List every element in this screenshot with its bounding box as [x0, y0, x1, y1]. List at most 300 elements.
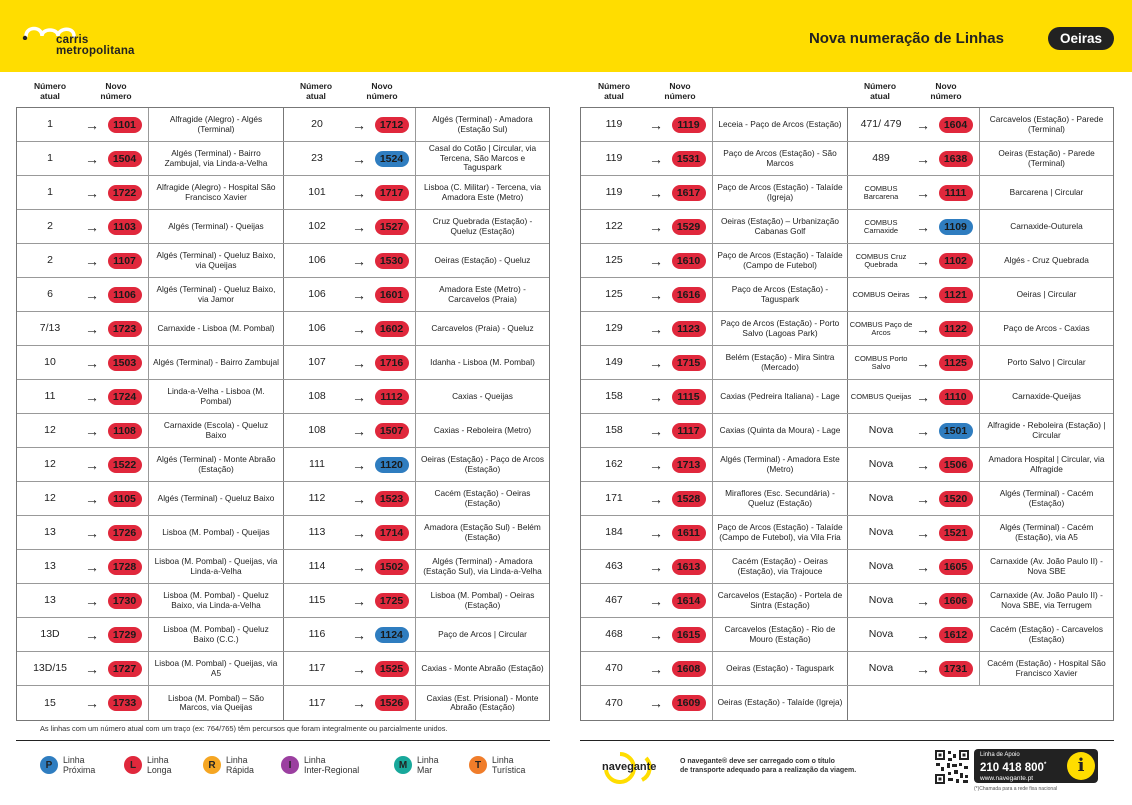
- route-description: Caxias (Quinta da Moura) - Lage: [713, 414, 848, 447]
- route-description: Algés (Terminal) - Monte Abraão (Estação): [149, 448, 284, 481]
- table-row: [581, 482, 1113, 516]
- new-line-badge[interactable]: 1520: [939, 491, 973, 507]
- table-row: [17, 210, 549, 244]
- new-line-badge[interactable]: 1601: [375, 287, 409, 303]
- new-line-badge[interactable]: 1729: [108, 627, 142, 643]
- new-line-badge[interactable]: 1716: [375, 355, 409, 371]
- new-line-badge[interactable]: 1524: [375, 151, 409, 167]
- arrow-right-icon: →: [916, 490, 930, 507]
- route-description: Lisboa (M. Pombal) - Queluz Baixo (C.C.): [149, 618, 284, 651]
- new-line-cell: [101, 618, 149, 651]
- new-line-badge[interactable]: 1605: [939, 559, 973, 575]
- new-line-cell: [932, 278, 980, 311]
- arrow-right-icon: →: [649, 660, 663, 677]
- new-line-cell: [101, 516, 149, 549]
- navegante-logo-text: navegante: [602, 761, 657, 773]
- table-row: [581, 142, 1113, 176]
- arrow-right-icon: →: [916, 456, 930, 473]
- arrow-right-icon: →: [85, 320, 99, 337]
- new-line-cell: [101, 652, 149, 685]
- legend-item: [203, 755, 254, 775]
- route-description: Cacém (Estação) - Carcavelos (Estação): [990, 624, 1103, 644]
- new-line-badge[interactable]: 1106: [108, 287, 142, 303]
- arrow-right-icon: →: [85, 354, 99, 371]
- new-line-cell: [665, 210, 713, 243]
- new-line-cell: [368, 448, 416, 481]
- current-line-number: COMBUS Cruz Quebrada: [855, 251, 907, 269]
- new-line-badge[interactable]: 1610: [672, 253, 706, 269]
- new-line-badge[interactable]: 1109: [939, 219, 973, 235]
- arrow-right-icon: →: [649, 218, 663, 235]
- legend-item: [394, 755, 439, 775]
- new-line-badge[interactable]: 1638: [939, 151, 973, 167]
- current-line-number: Nova: [868, 526, 894, 538]
- arrow-right-icon: →: [649, 490, 663, 507]
- new-line-badge[interactable]: 1108: [108, 423, 142, 439]
- region-badge: Oeiras: [1048, 27, 1114, 50]
- new-line-badge[interactable]: 1728: [108, 559, 142, 575]
- current-line-number: 15: [44, 696, 56, 709]
- empty-cell: [980, 686, 1113, 720]
- new-line-cell: [368, 584, 416, 617]
- current-line-number: 162: [605, 458, 623, 470]
- new-line-badge[interactable]: 1602: [375, 321, 409, 337]
- route-description: Amadora Este (Metro) - Carcavelos (Praia): [439, 284, 526, 304]
- arrow-right-icon: →: [352, 218, 366, 235]
- new-line-badge[interactable]: 1526: [375, 695, 409, 711]
- current-line-number: 108: [308, 424, 326, 436]
- new-line-cell: [665, 686, 713, 720]
- route-description: Caxias (Est. Prisional) - Monte Abraão (Estação): [426, 692, 539, 712]
- new-line-badge[interactable]: 1107: [108, 253, 142, 269]
- table-row: [17, 380, 549, 414]
- new-line-cell: [368, 482, 416, 515]
- arrow-right-icon: →: [649, 184, 663, 201]
- route-description: Algés (Terminal) - Bairro Zambujal: [149, 346, 284, 379]
- new-line-badge[interactable]: 1615: [672, 627, 706, 643]
- navegante-note-line-1: O navegante® deve ser carregado com o título: [680, 758, 835, 765]
- new-line-badge[interactable]: 1612: [939, 627, 973, 643]
- current-line-number: 112: [308, 492, 326, 504]
- new-line-cell: [368, 618, 416, 651]
- route-description: Oeiras (Estação) - Paço de Arcos (Estação): [420, 454, 545, 474]
- arrow-right-icon: →: [352, 388, 366, 405]
- table-row: [581, 312, 1113, 346]
- new-line-cell: [932, 584, 980, 617]
- column-header-new: Novo número: [366, 81, 398, 101]
- route-description: Oeiras (Estação) – Urbanização Cabanas Golf: [713, 210, 848, 243]
- route-description: Caxias - Monte Abraão (Estação): [421, 662, 544, 673]
- current-line-number: COMBUS Queijas: [850, 391, 912, 401]
- table-row: [17, 244, 549, 278]
- table-row: [17, 482, 549, 516]
- column-header-current: Número atual: [863, 81, 897, 101]
- new-line-badge[interactable]: 1726: [108, 525, 142, 541]
- route-description: Algés (Terminal) - Amadora Este (Metro): [713, 448, 848, 481]
- new-line-badge[interactable]: 1717: [375, 185, 409, 201]
- new-line-cell: [665, 414, 713, 447]
- new-line-badge[interactable]: 1103: [108, 219, 142, 235]
- new-line-badge[interactable]: 1504: [108, 151, 142, 167]
- route-description: Carnaxide (Escola) - Queluz Baixo: [149, 414, 284, 447]
- arrow-right-icon: →: [916, 592, 930, 609]
- table-row: [581, 380, 1113, 414]
- legend-item: [281, 755, 359, 775]
- navegante-logo[interactable]: [598, 750, 668, 784]
- new-line-badge[interactable]: 1723: [108, 321, 142, 337]
- route-description: Lisboa (M. Pombal) - Queijas, via A5: [149, 652, 284, 685]
- table-row: [17, 278, 549, 312]
- route-description: Algés (Terminal) - Cacém (Estação): [999, 488, 1094, 508]
- route-description: Oeiras (Estação) - Taguspark: [713, 652, 848, 685]
- current-line-number: 13D: [40, 628, 60, 640]
- arrow-right-icon: →: [352, 660, 366, 677]
- current-line-number: 6: [47, 288, 53, 300]
- new-line-badge[interactable]: 1713: [672, 457, 706, 473]
- divider: [16, 740, 550, 741]
- new-line-badge[interactable]: 1502: [375, 559, 409, 575]
- new-line-badge[interactable]: 1611: [672, 525, 706, 541]
- arrow-right-icon: →: [916, 150, 930, 167]
- arrow-right-icon: →: [85, 490, 99, 507]
- route-description: Lisboa (C. Militar) - Tercena, via Amadora Este (Metro): [424, 182, 541, 202]
- new-line-cell: [932, 618, 980, 651]
- current-line-number: 129: [605, 322, 623, 334]
- legend-label-line-1: Linha: [417, 755, 439, 765]
- arrow-right-icon: →: [85, 422, 99, 439]
- arrow-right-icon: →: [352, 320, 366, 337]
- arrow-right-icon: →: [352, 490, 366, 507]
- table-row: [581, 414, 1113, 448]
- new-line-cell: [665, 516, 713, 549]
- new-line-badge[interactable]: 1110: [939, 389, 973, 405]
- legend-label-line-2: Próxima: [63, 765, 96, 775]
- current-line-number: 117: [308, 662, 326, 674]
- new-line-cell: [101, 550, 149, 583]
- logo-text: [56, 35, 135, 57]
- new-line-badge[interactable]: 1124: [375, 627, 409, 643]
- new-line-badge[interactable]: 1614: [672, 593, 706, 609]
- current-line-number: 23: [311, 152, 323, 164]
- legend-item: [469, 755, 525, 775]
- current-line-number: 13: [44, 526, 56, 538]
- new-line-badge[interactable]: 1531: [672, 151, 706, 167]
- route-description: Lisboa (M. Pombal) - Queijas, via Linda-a-Velha: [149, 550, 284, 583]
- line-type-icon: L: [124, 756, 142, 774]
- current-line-number: 106: [308, 322, 326, 334]
- new-line-cell: [932, 210, 980, 243]
- new-line-badge[interactable]: 1523: [375, 491, 409, 507]
- new-line-cell: [932, 380, 980, 413]
- new-line-badge[interactable]: 1604: [939, 117, 973, 133]
- arrow-right-icon: →: [85, 524, 99, 541]
- new-line-cell: [101, 142, 149, 175]
- new-line-cell: [101, 176, 149, 209]
- new-line-badge[interactable]: 1111: [939, 185, 973, 201]
- line-type-icon: I: [281, 756, 299, 774]
- arrow-right-icon: →: [649, 320, 663, 337]
- current-line-number: 13: [44, 560, 56, 572]
- current-line-number: 470: [605, 662, 623, 674]
- arrow-right-icon: →: [352, 354, 366, 371]
- new-line-badge[interactable]: 1125: [939, 355, 973, 371]
- current-line-number: 12: [44, 458, 56, 470]
- new-line-cell: [665, 380, 713, 413]
- table-row: [581, 108, 1113, 142]
- route-description: Cruz Quebrada (Estação) - Queluz (Estação): [432, 216, 533, 236]
- new-line-cell: [368, 278, 416, 311]
- route-description: Oeiras (Estação) - Parede (Terminal): [998, 148, 1095, 168]
- arrow-right-icon: →: [85, 116, 99, 133]
- current-line-number: 470: [605, 696, 623, 709]
- new-line-badge[interactable]: 1530: [375, 253, 409, 269]
- table-row: [581, 686, 1113, 720]
- new-line-cell: [665, 652, 713, 685]
- new-line-cell: [368, 652, 416, 685]
- current-line-number: 111: [309, 458, 325, 470]
- route-description: Cacém (Estação) - Hospital São Francisco Xavier: [987, 658, 1106, 678]
- new-line-badge[interactable]: 1117: [672, 423, 706, 439]
- new-line-cell: [665, 312, 713, 345]
- new-line-badge[interactable]: 1731: [939, 661, 973, 677]
- legend-label: [492, 755, 525, 775]
- new-line-cell: [932, 652, 980, 685]
- table-row: [17, 618, 549, 652]
- support-label: Linha de Apoio: [980, 752, 1020, 758]
- new-line-cell: [932, 550, 980, 583]
- route-description: Lisboa (M. Pombal) – São Marcos, via Queijas: [149, 686, 284, 720]
- table-row: [581, 448, 1113, 482]
- new-line-cell: [101, 278, 149, 311]
- current-line-number: 171: [605, 492, 623, 504]
- new-line-badge[interactable]: 1733: [108, 695, 142, 711]
- column-header-current: Número atual: [299, 81, 333, 101]
- table-row: [581, 346, 1113, 380]
- arrow-right-icon: →: [916, 354, 930, 371]
- new-line-badge[interactable]: 1528: [672, 491, 706, 507]
- arrow-right-icon: →: [352, 592, 366, 609]
- route-description: Algés (Terminal) - Queluz Baixo, via Jamor: [149, 278, 284, 311]
- legend-label: [147, 755, 171, 775]
- navegante-note-line-2: de transporte adequado para a realização da viagem.: [680, 767, 857, 774]
- new-line-badge[interactable]: 1715: [672, 355, 706, 371]
- route-description: Oeiras | Circular: [1016, 288, 1077, 299]
- legend-label-line-2: Turística: [492, 765, 526, 775]
- current-line-number: 125: [605, 254, 623, 266]
- new-line-badge[interactable]: 1101: [108, 117, 142, 133]
- new-line-badge[interactable]: 1617: [672, 185, 706, 201]
- new-line-badge[interactable]: 1525: [375, 661, 409, 677]
- current-line-number: 1: [47, 152, 53, 164]
- arrow-right-icon: →: [916, 320, 930, 337]
- legend-item: [40, 755, 95, 775]
- new-line-badge[interactable]: 1506: [939, 457, 973, 473]
- new-line-cell: [368, 686, 416, 720]
- support-website[interactable]: www.navegante.pt: [980, 774, 1034, 782]
- arrow-right-icon: →: [916, 286, 930, 303]
- column-header-new: Novo número: [930, 81, 962, 101]
- new-line-badge[interactable]: 1112: [375, 389, 409, 405]
- new-line-cell: [932, 346, 980, 379]
- new-line-cell: [665, 142, 713, 175]
- arrow-right-icon: →: [85, 218, 99, 235]
- current-line-number: 117: [308, 696, 326, 709]
- new-line-badge[interactable]: 1529: [672, 219, 706, 235]
- new-line-badge[interactable]: 1105: [108, 491, 142, 507]
- current-line-number: 7/13: [39, 322, 61, 334]
- support-note: (*)Chamada para a rede fixa nacional: [974, 786, 1058, 792]
- legend-label: [417, 755, 439, 775]
- table-row: [17, 176, 549, 210]
- new-line-badge[interactable]: 1616: [672, 287, 706, 303]
- column-header-current: Número atual: [597, 81, 631, 101]
- new-line-badge[interactable]: 1503: [108, 355, 142, 371]
- new-line-cell: [101, 482, 149, 515]
- new-line-cell: [932, 244, 980, 277]
- new-line-badge[interactable]: 1606: [939, 593, 973, 609]
- current-line-number: 13: [44, 594, 56, 606]
- page-title: Nova numeração de Linhas: [808, 30, 1004, 47]
- new-line-cell: [665, 618, 713, 651]
- route-description: Algés (Terminal) - Cacém (Estação), via A5: [999, 522, 1094, 542]
- new-line-badge[interactable]: 1727: [108, 661, 142, 677]
- new-line-badge[interactable]: 1120: [375, 457, 409, 473]
- current-line-number: COMBUS Porto Salvo: [854, 353, 908, 371]
- table-row: [17, 346, 549, 380]
- table-row: [17, 142, 549, 176]
- new-line-cell: [932, 448, 980, 481]
- route-description: Algés (Terminal) - Bairro Zambujal, via Linda-a-Velha: [149, 142, 284, 175]
- new-line-badge[interactable]: 1613: [672, 559, 706, 575]
- route-description: Alfragide (Alegro) - Algés (Terminal): [149, 108, 284, 141]
- route-description: Cacém (Estação) - Oeiras (Estação), via Trajouce: [713, 550, 848, 583]
- new-line-badge[interactable]: 1507: [375, 423, 409, 439]
- route-description: Alfragide (Alegro) - Hospital São Francisco Xavier: [149, 176, 284, 209]
- new-line-cell: [101, 584, 149, 617]
- legend-label-line-1: Linha: [226, 755, 248, 765]
- new-line-badge[interactable]: 1123: [672, 321, 706, 337]
- new-line-badge[interactable]: 1119: [672, 117, 706, 133]
- route-description: Cacém (Estação) - Oeiras (Estação): [434, 488, 531, 508]
- new-line-cell: [101, 244, 149, 277]
- current-line-number: 119: [605, 186, 623, 198]
- carris-logo[interactable]: [22, 22, 152, 62]
- arrow-right-icon: →: [916, 558, 930, 575]
- route-description: Algés (Terminal) - Queijas: [149, 210, 284, 243]
- arrow-right-icon: →: [85, 626, 99, 643]
- new-line-badge[interactable]: 1722: [108, 185, 142, 201]
- new-line-badge[interactable]: 1522: [108, 457, 142, 473]
- new-line-cell: [368, 380, 416, 413]
- current-line-number: Nova: [868, 424, 894, 436]
- table-row: [581, 278, 1113, 312]
- route-description: Paço de Arcos (Estação) - Talaíde (Campo de Futebol): [713, 244, 848, 277]
- table-row: [581, 618, 1113, 652]
- new-line-badge[interactable]: 1608: [672, 661, 706, 677]
- new-line-badge[interactable]: 1724: [108, 389, 142, 405]
- support-phone-asterisk: *: [1043, 762, 1047, 768]
- route-description: Paço de Arcos (Estação) - Taguspark: [713, 278, 848, 311]
- new-line-badge[interactable]: 1121: [939, 287, 973, 303]
- route-description: Casal do Cotão | Circular, via Tercena, São Marcos e Taguspark: [428, 143, 537, 173]
- new-line-cell: [932, 482, 980, 515]
- new-line-cell: [665, 482, 713, 515]
- new-line-badge[interactable]: 1714: [375, 525, 409, 541]
- table-row: [581, 210, 1113, 244]
- arrow-right-icon: →: [352, 252, 366, 269]
- line-type-icon: R: [203, 756, 221, 774]
- arrow-right-icon: →: [85, 286, 99, 303]
- legend-label-line-1: Linha: [492, 755, 514, 765]
- new-line-badge[interactable]: 1102: [939, 253, 973, 269]
- route-description: Caxias (Pedreira Italiana) - Lage: [713, 380, 848, 413]
- table-row: [17, 516, 549, 550]
- new-line-cell: [665, 278, 713, 311]
- arrow-right-icon: →: [649, 286, 663, 303]
- new-line-badge[interactable]: 1730: [108, 593, 142, 609]
- route-description: Paço de Arcos (Estação) - São Marcos: [713, 142, 848, 175]
- new-line-cell: [101, 210, 149, 243]
- new-line-badge[interactable]: 1501: [939, 423, 973, 439]
- empty-cell: [914, 686, 932, 720]
- arrow-right-icon: →: [916, 626, 930, 643]
- new-line-cell: [665, 108, 713, 141]
- arrow-right-icon: →: [85, 558, 99, 575]
- new-line-badge[interactable]: 1122: [939, 321, 973, 337]
- arrow-right-icon: →: [352, 184, 366, 201]
- table-row: [17, 108, 549, 142]
- current-line-number: 102: [308, 220, 326, 232]
- arrow-right-icon: →: [352, 695, 366, 711]
- arrow-right-icon: →: [85, 252, 99, 269]
- qr-code-icon[interactable]: [934, 749, 970, 785]
- new-line-cell: [932, 108, 980, 141]
- new-line-cell: [368, 108, 416, 141]
- current-line-number: COMBUS Carnaxide: [863, 217, 899, 235]
- current-line-number: 471/ 479: [860, 118, 902, 130]
- table-row: [581, 516, 1113, 550]
- new-line-badge[interactable]: 1712: [375, 117, 409, 133]
- arrow-right-icon: →: [352, 524, 366, 541]
- empty-cell: [848, 686, 914, 720]
- current-line-number: 10: [44, 356, 56, 368]
- new-line-cell: [368, 176, 416, 209]
- new-line-badge[interactable]: 1609: [672, 695, 706, 711]
- route-description: Porto Salvo | Circular: [1007, 356, 1086, 367]
- arrow-right-icon: →: [649, 116, 663, 133]
- table-row: [581, 176, 1113, 210]
- table-row: [581, 550, 1113, 584]
- new-line-badge[interactable]: 1115: [672, 389, 706, 405]
- new-line-cell: [368, 346, 416, 379]
- route-description: Barcarena | Circular: [1009, 186, 1084, 197]
- route-description: Algés (Terminal) - Queluz Baixo: [149, 482, 284, 515]
- current-line-number: 119: [605, 152, 623, 164]
- new-line-badge[interactable]: 1527: [375, 219, 409, 235]
- arrow-right-icon: →: [85, 184, 99, 201]
- legend-label: [226, 755, 254, 775]
- new-line-badge[interactable]: 1725: [375, 593, 409, 609]
- current-line-number: Nova: [868, 492, 894, 504]
- legend-label-line-2: Inter-Regional: [304, 765, 360, 775]
- current-line-number: Nova: [868, 594, 894, 606]
- new-line-badge[interactable]: 1521: [939, 525, 973, 541]
- footnote: As linhas com um número atual com um traço (ex: 764/765) têm percursos que foram integralmente ou parcialmente unidos.: [40, 724, 448, 733]
- current-line-number: 158: [605, 390, 623, 402]
- arrow-right-icon: →: [916, 660, 930, 677]
- arrow-right-icon: →: [649, 626, 663, 643]
- current-line-number: 125: [605, 288, 623, 300]
